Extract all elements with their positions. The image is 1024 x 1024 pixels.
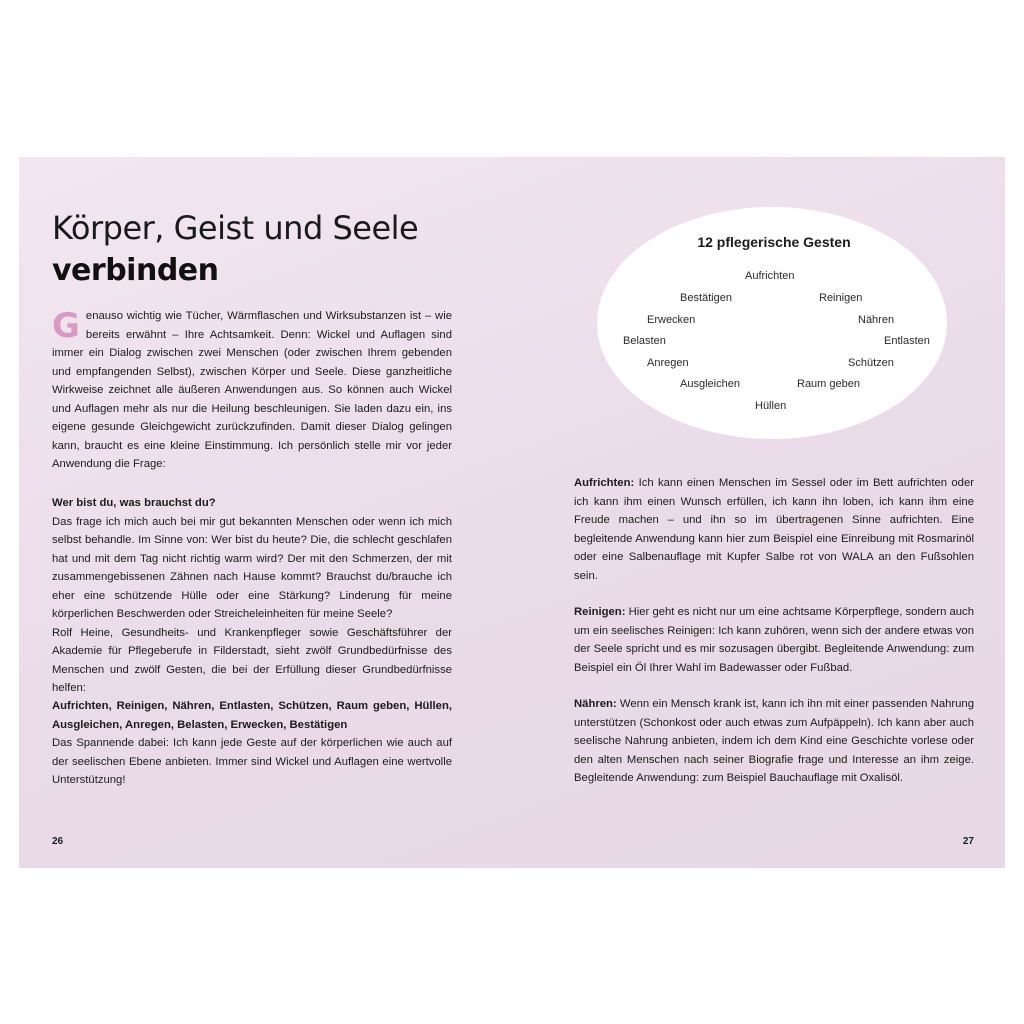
closing-paragraph: Das Spannende dabei: Ich kann jede Geste auf der körperlichen wie auch auf der seelischen Ebene anbieten. Immer sind Wickel und Auflagen eine wertvolle Unterstützung! bbox=[52, 737, 452, 786]
page-number-right: 27 bbox=[962, 836, 974, 847]
chapter-title-bold: verbinden bbox=[52, 253, 219, 288]
oval-title: 12 pflegerische Gesten bbox=[697, 234, 851, 250]
aufrichten-label: Aufrichten: bbox=[574, 477, 635, 489]
question-paragraph: Das frage ich mich auch bei mir gut bekannten Menschen oder wenn ich mich selbst behandle. Im Sinne von: Wer bist du heute? Die, die schlecht geschlafen hat und mit dem Tag nicht richtig warm wird? Der mit den Schmerzen, der mit zusammengebissenen Zähnen nach Hause kommt? Brauchst du/brauche ich eher eine schützende Hülle oder eine Stärkung? Linderung für meine körperlichen Beschwerden oder Streicheleinheiten für meine Seele? bbox=[52, 515, 452, 620]
right-page bbox=[574, 157, 974, 868]
chapter-title-light: Körper, Geist und Seele bbox=[52, 209, 419, 247]
gestures-section bbox=[52, 697, 452, 790]
gesture-schuetzen: Schützen bbox=[848, 357, 894, 369]
reinigen-label: Reinigen: bbox=[574, 606, 626, 618]
gesture-ausgleichen: Ausgleichen bbox=[680, 378, 740, 390]
gesture-naehren: Nähren bbox=[858, 314, 895, 326]
naehren-label: Nähren: bbox=[574, 698, 617, 710]
gesture-aufrichten: Aufrichten bbox=[745, 270, 795, 282]
gesture-erwecken: Erwecken bbox=[647, 314, 696, 326]
intro-paragraph bbox=[52, 307, 452, 474]
aufrichten-paragraph bbox=[574, 474, 974, 585]
gesture-entlasten: Entlasten bbox=[884, 335, 930, 347]
gesture-raum-geben: Raum geben bbox=[797, 378, 860, 390]
gesture-bestaetigen: Bestätigen bbox=[680, 292, 732, 304]
gestures-list: Aufrichten, Reinigen, Nähren, Entlasten, Schützen, Raum geben, Hüllen, Ausgleichen, Anregen, Belasten, Erwecken, Bestätigen bbox=[52, 700, 452, 731]
gesture-huellen: Hüllen bbox=[755, 400, 787, 412]
aufrichten-text: Ich kann einen Menschen im Sessel oder im Bett aufrichten oder ich kann ihm einen Wunsch erfüllen, ich kann ihn loben, ich kann ihm eine Freude machen – und ihn so im übertragenen Sinne aufrichten. Eine begleitende Anwendung kann hier zum Beispiel eine Einreibung mit Rosmarinöl oder eine Salbenauflage mit Kupfer Salbe rot von WALA an den Fußsohlen sein. bbox=[574, 477, 974, 582]
naehren-paragraph bbox=[574, 695, 974, 788]
question-section bbox=[52, 494, 452, 698]
question-heading: Wer bist du, was brauchst du? bbox=[52, 497, 216, 509]
reinigen-text: Hier geht es nicht nur um eine achtsame Körperpflege, sondern auch um ein seelisches Reinigen: Ich kann zuhören, wenn sich der andere etwas von der Seele spricht und es mir sozusagen übergibt. Begleitende Anwendung: zum Beispiel ein Öl Ihrer Wahl im Badewasser oder Fußbad. bbox=[574, 606, 974, 674]
gesture-belasten: Belasten bbox=[623, 335, 666, 347]
gesture-anregen: Anregen bbox=[647, 357, 689, 369]
intro-text: enauso wichtig wie Tücher, Wärmflaschen und Wirksubstanzen ist – wie bereits erwähnt – Ihre Achtsamkeit. Denn: Wickel und Auflagen sind immer ein Dialog zwischen zwei Menschen (oder zwischen Ihrem gebenden und empfangenden Selbst), zwischen Körper und Seele. Diese ganzheitliche Wirkweise zeichnet alle äußeren Anwendungen aus. So können auch Wickel und Auflagen mehr als nur die Heilung beschleunigen. Sie laden dazu ein, ins eigene gesunde Gleichgewicht zurückzufinden. Damit dieser Dialog gelingen kann, braucht es eine kleine Einstimmung. Ich persönlich stelle mir vor jeder Anwendung die Frage: bbox=[52, 310, 452, 470]
book-spread bbox=[19, 157, 1005, 868]
gesture-reinigen: Reinigen bbox=[819, 292, 863, 304]
left-page bbox=[52, 157, 452, 868]
naehren-text: Wenn ein Mensch krank ist, kann ich ihn mit einer passenden Nahrung unterstützen (Schonkost oder auch etwas zum Aufpäppeln). Ich kann aber auch seelische Nahrung anbieten, indem ich dem Kind eine Geschichte vorlese oder den alten Menschen nach seiner Biografie frage und Interesse an ihm zeige. Begleitende Anwendung: zum Beispiel Bauchauflage mit Oxalisöl. bbox=[574, 698, 974, 784]
reinigen-paragraph bbox=[574, 603, 974, 677]
heine-paragraph: Rolf Heine, Gesundheits- und Krankenpfleger sowie Geschäftsführer der Akademie für Pflegeberufe in Filderstadt, sieht zwölf Grundbedürfnisse des Menschen und zwölf Gesten, die bei der Erfüllung dieser Grundbedürfnisse helfen: bbox=[52, 626, 452, 694]
page-number-left: 26 bbox=[52, 836, 64, 847]
drop-cap: G bbox=[52, 306, 80, 346]
